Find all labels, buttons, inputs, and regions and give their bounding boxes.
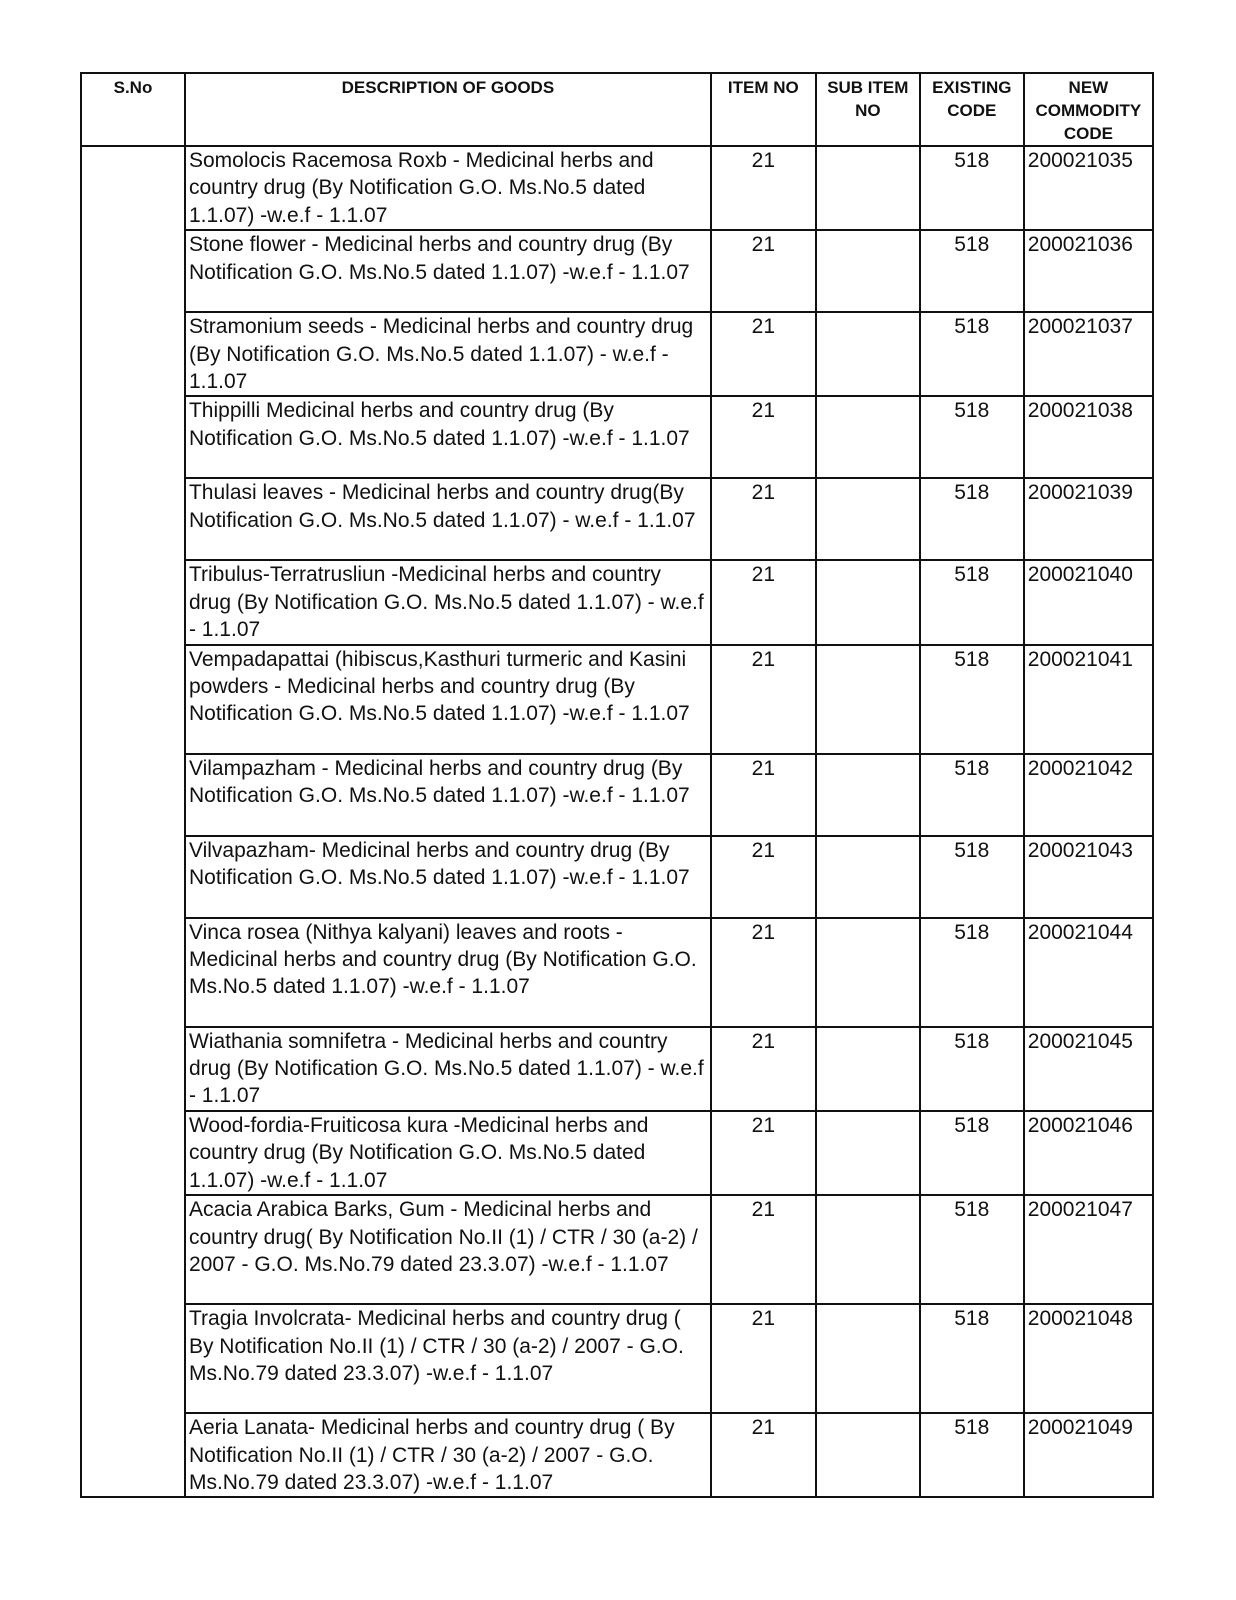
- sub-item-no-cell: [816, 1195, 920, 1304]
- item-no-cell: 21: [711, 560, 816, 644]
- table-row: [81, 645, 1153, 754]
- existing-code-cell: 518: [920, 146, 1024, 230]
- item-no-cell: 21: [711, 754, 816, 836]
- new-commodity-code-cell: 200021039: [1024, 478, 1153, 560]
- existing-code-cell: 518: [920, 560, 1024, 644]
- new-commodity-code-cell: 200021038: [1024, 396, 1153, 478]
- item-no-cell: 21: [711, 918, 816, 1027]
- existing-code-cell: 518: [920, 1027, 1024, 1111]
- sno-cell: [81, 146, 185, 1497]
- table-row: [81, 1413, 1153, 1497]
- header-existing-code: EXISTING CODE: [920, 73, 1024, 146]
- item-no-cell: 21: [711, 230, 816, 312]
- new-commodity-code-cell: 200021043: [1024, 836, 1153, 918]
- item-no-cell: 21: [711, 1195, 816, 1304]
- existing-code-cell: 518: [920, 1195, 1024, 1304]
- existing-code-cell: 518: [920, 754, 1024, 836]
- table-row: [81, 560, 1153, 644]
- description-cell: Vempadapattai (hibiscus,Kasthuri turmeric and Kasini powders - Medicinal herbs and country drug (By Notification G.O. Ms.No.5 dated 1.1.07) -w.e.f - 1.1.07: [185, 645, 711, 754]
- goods-table: [80, 72, 1154, 1498]
- table-row: [81, 396, 1153, 478]
- existing-code-cell: 518: [920, 836, 1024, 918]
- sub-item-no-cell: [816, 918, 920, 1027]
- existing-code-cell: 518: [920, 918, 1024, 1027]
- table-row: [81, 1111, 1153, 1195]
- description-cell: Aeria Lanata- Medicinal herbs and country drug ( By Notification No.II (1) / CTR / 30 (a-2) / 2007 - G.O. Ms.No.79 dated 23.3.07) -w.e.f - 1.1.07: [185, 1413, 711, 1497]
- table-row: [81, 146, 1153, 230]
- header-sub-item-no: SUB ITEM NO: [816, 73, 920, 146]
- sub-item-no-cell: [816, 146, 920, 230]
- item-no-cell: 21: [711, 645, 816, 754]
- description-cell: Tribulus-Terratrusliun -Medicinal herbs and country drug (By Notification G.O. Ms.No.5 dated 1.1.07) - w.e.f - 1.1.07: [185, 560, 711, 644]
- item-no-cell: 21: [711, 1027, 816, 1111]
- description-cell: Vinca rosea (Nithya kalyani) leaves and roots - Medicinal herbs and country drug (By Notification G.O. Ms.No.5 dated 1.1.07) -w.e.f - 1.1.07: [185, 918, 711, 1027]
- sub-item-no-cell: [816, 396, 920, 478]
- description-cell: Stone flower - Medicinal herbs and country drug (By Notification G.O. Ms.No.5 dated 1.1.07) -w.e.f - 1.1.07: [185, 230, 711, 312]
- table-row: [81, 918, 1153, 1027]
- description-cell: Vilvapazham- Medicinal herbs and country drug (By Notification G.O. Ms.No.5 dated 1.1.07) -w.e.f - 1.1.07: [185, 836, 711, 918]
- description-cell: Somolocis Racemosa Roxb - Medicinal herbs and country drug (By Notification G.O. Ms.No.5 dated 1.1.07) -w.e.f - 1.1.07: [185, 146, 711, 230]
- sub-item-no-cell: [816, 1027, 920, 1111]
- description-cell: Acacia Arabica Barks, Gum - Medicinal herbs and country drug( By Notification No.II (1) / CTR / 30 (a-2) / 2007 - G.O. Ms.No.79 dated 23.3.07) -w.e.f - 1.1.07: [185, 1195, 711, 1304]
- sub-item-no-cell: [816, 1304, 920, 1413]
- description-cell: Wood-fordia-Fruiticosa kura -Medicinal herbs and country drug (By Notification G.O. Ms.No.5 dated 1.1.07) -w.e.f - 1.1.07: [185, 1111, 711, 1195]
- description-cell: Thippilli Medicinal herbs and country drug (By Notification G.O. Ms.No.5 dated 1.1.07) -w.e.f - 1.1.07: [185, 396, 711, 478]
- item-no-cell: 21: [711, 836, 816, 918]
- existing-code-cell: 518: [920, 1111, 1024, 1195]
- header-row: [81, 73, 1153, 146]
- table-row: [81, 478, 1153, 560]
- sub-item-no-cell: [816, 1413, 920, 1497]
- existing-code-cell: 518: [920, 645, 1024, 754]
- item-no-cell: 21: [711, 478, 816, 560]
- new-commodity-code-cell: 200021041: [1024, 645, 1153, 754]
- new-commodity-code-cell: 200021036: [1024, 230, 1153, 312]
- table-row: [81, 754, 1153, 836]
- description-cell: Vilampazham - Medicinal herbs and country drug (By Notification G.O. Ms.No.5 dated 1.1.07) -w.e.f - 1.1.07: [185, 754, 711, 836]
- sub-item-no-cell: [816, 645, 920, 754]
- existing-code-cell: 518: [920, 312, 1024, 396]
- table-row: [81, 1027, 1153, 1111]
- new-commodity-code-cell: 200021044: [1024, 918, 1153, 1027]
- item-no-cell: 21: [711, 1111, 816, 1195]
- description-cell: Wiathania somnifetra - Medicinal herbs and country drug (By Notification G.O. Ms.No.5 dated 1.1.07) - w.e.f - 1.1.07: [185, 1027, 711, 1111]
- new-commodity-code-cell: 200021040: [1024, 560, 1153, 644]
- item-no-cell: 21: [711, 1413, 816, 1497]
- table-row: [81, 1195, 1153, 1304]
- sub-item-no-cell: [816, 754, 920, 836]
- sub-item-no-cell: [816, 478, 920, 560]
- description-cell: Tragia Involcrata- Medicinal herbs and country drug ( By Notification No.II (1) / CTR / 30 (a-2) / 2007 - G.O. Ms.No.79 dated 23.3.07) -w.e.f - 1.1.07: [185, 1304, 711, 1413]
- description-cell: Stramonium seeds - Medicinal herbs and country drug (By Notification G.O. Ms.No.5 dated 1.1.07) - w.e.f - 1.1.07: [185, 312, 711, 396]
- new-commodity-code-cell: 200021048: [1024, 1304, 1153, 1413]
- item-no-cell: 21: [711, 1304, 816, 1413]
- existing-code-cell: 518: [920, 1413, 1024, 1497]
- new-commodity-code-cell: 200021035: [1024, 146, 1153, 230]
- table-row: [81, 312, 1153, 396]
- item-no-cell: 21: [711, 312, 816, 396]
- sub-item-no-cell: [816, 230, 920, 312]
- new-commodity-code-cell: 200021042: [1024, 754, 1153, 836]
- item-no-cell: 21: [711, 396, 816, 478]
- new-commodity-code-cell: 200021037: [1024, 312, 1153, 396]
- table-row: [81, 1304, 1153, 1413]
- sub-item-no-cell: [816, 560, 920, 644]
- header-item-no: ITEM NO: [711, 73, 816, 146]
- table-row: [81, 230, 1153, 312]
- description-cell: Thulasi leaves - Medicinal herbs and country drug(By Notification G.O. Ms.No.5 dated 1.1.07) - w.e.f - 1.1.07: [185, 478, 711, 560]
- sub-item-no-cell: [816, 312, 920, 396]
- new-commodity-code-cell: 200021047: [1024, 1195, 1153, 1304]
- new-commodity-code-cell: 200021046: [1024, 1111, 1153, 1195]
- table-row: [81, 836, 1153, 918]
- existing-code-cell: 518: [920, 230, 1024, 312]
- existing-code-cell: 518: [920, 478, 1024, 560]
- header-new-commodity-code: NEW COMMODITY CODE: [1024, 73, 1153, 146]
- existing-code-cell: 518: [920, 1304, 1024, 1413]
- sub-item-no-cell: [816, 836, 920, 918]
- table-body: [81, 146, 1153, 1497]
- existing-code-cell: 518: [920, 396, 1024, 478]
- item-no-cell: 21: [711, 146, 816, 230]
- sub-item-no-cell: [816, 1111, 920, 1195]
- new-commodity-code-cell: 200021049: [1024, 1413, 1153, 1497]
- header-sno: S.No: [81, 73, 185, 146]
- new-commodity-code-cell: 200021045: [1024, 1027, 1153, 1111]
- header-description: DESCRIPTION OF GOODS: [185, 73, 711, 146]
